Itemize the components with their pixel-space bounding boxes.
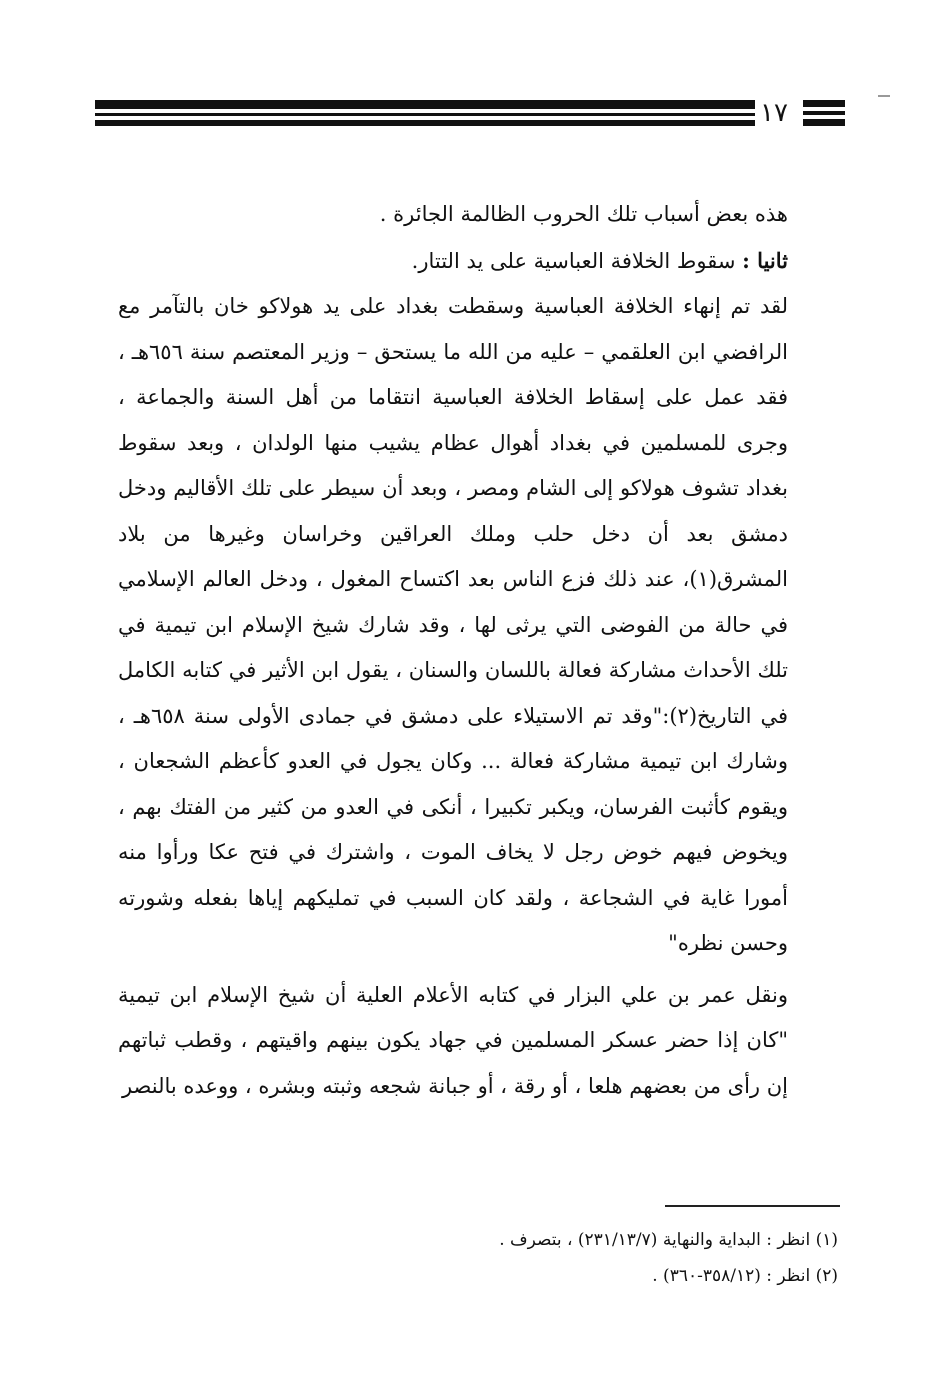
corner-mark	[878, 95, 890, 97]
header-rule-short	[803, 111, 845, 115]
header-rule	[95, 100, 755, 109]
section-heading-label: ثانيا :	[742, 247, 788, 273]
paragraph: لقد تم إنهاء الخلافة العباسية وسقطت بغداد على يد هولاكو خان بالتآمر مع الرافضي ابن العلقمي – عليه من الله ما يستحق – وزير المعتصم سنة ٦٥٦هـ ، فقد عمل على إسقاط الخلافة العباسية انتقاما من أهل السنة والجماعة ، وجرى للمسلمين في بغداد أهوال عظام يشيب منها الولدان ، وبعد سقوط بغداد تشوف هولاكو إلى الشام ومصر ، وبعد أن سيطر على تلك الأقاليم ودخل دمشق بعد أن دخل حلب وملك العراقين وخراسان وغيرها من بلاد المشرق(١)، عند ذلك فزع الناس بعد اكتساح المغول ، ودخل العالم الإسلامي في حالة من الفوضى التي يرثى لها ، وقد شارك شيخ الإسلام ابن تيمية في تلك الأحداث مشاركة فعالة باللسان والسنان ، يقول ابن الأثير في كتابه الكامل في التاريخ(٢):"وقد تم الاستيلاء على دمشق في جمادى الأولى سنة ٦٥٨هـ ، وشارك ابن تيمية مشاركة فعالة ... وكان يجول في العدو كأعظم الشجعان ، ويقوم كأثبت الفرسان، ويكبر تكبيرا ، أنكى في العدو من كثير من الفتك بهم ، ويخوض فيهم خوض رجل لا يخاف الموت ، واشترك في فتح عكا ورأوا منه أمورا غاية في الشجاعة ، ولقد كان السبب في تمليكهم إياها بفعله وشورته وحسن نظره"	[118, 294, 789, 955]
page-number: ١٧	[760, 98, 788, 128]
header-rule	[95, 120, 755, 126]
page-body	[118, 192, 838, 1109]
header-rule	[95, 113, 755, 116]
header-rule-short	[803, 119, 845, 126]
section-heading-text: سقوط الخلافة العباسية على يد التتار.	[411, 248, 736, 273]
footnotes	[118, 1222, 838, 1294]
footnote-separator	[665, 1205, 840, 1207]
section-heading	[118, 238, 838, 285]
paragraph: ونقل عمر بن علي البزار في كتابه الأعلام العلية أن شيخ الإسلام ابن تيمية "كان إذا حضر عسكر المسلمين في جهاد يكون بينهم واقيتهم ، وقطب ثباتهم إن رأى من بعضهم هلعا ، أو رقة ، أو جبانة شجعه وثبته وبشره ، ووعده بالنصر	[118, 982, 788, 1098]
footnote: (٢) انظر : (٣٥٨/١٢-٣٦٠) .	[652, 1266, 838, 1286]
page-header	[95, 100, 845, 130]
header-rule-short	[803, 100, 845, 107]
intro-line: هذه بعض أسباب تلك الحروب الظالمة الجائرة .	[379, 202, 788, 226]
footnote: (١) انظر : البداية والنهاية (٢٣١/١٣/٧) ، بتصرف .	[499, 1230, 838, 1250]
